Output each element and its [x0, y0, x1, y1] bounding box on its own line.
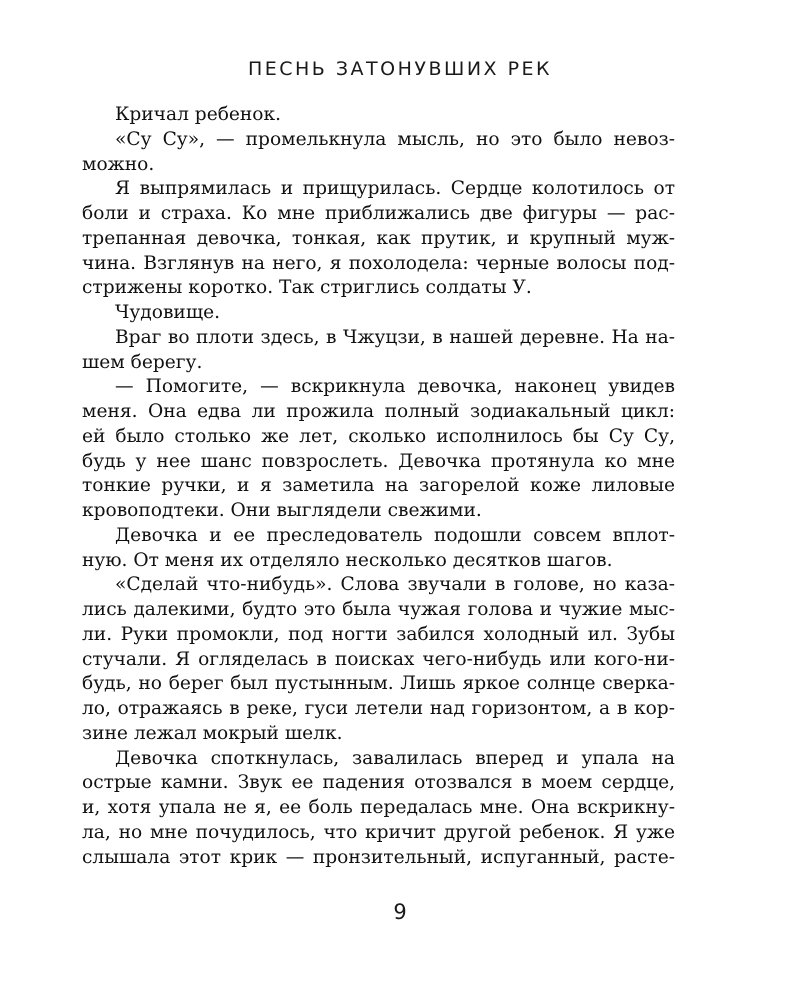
- page-number: 9: [393, 900, 407, 924]
- text-line: трепанная девочка, тонкая, как прутик, и крупный муж-: [82, 227, 675, 249]
- text-line: острые камни. Звук ее падения отозвался в моем сердце,: [82, 772, 675, 794]
- text-line: шем берегу.: [82, 351, 203, 373]
- text-line: тонкие ручки, и я заметила на загорелой коже лиловые: [82, 475, 675, 497]
- text-line: ную. От меня их отделяло несколько десятков шагов.: [82, 549, 613, 571]
- text-line: Я выпрямилась и прищурилась. Сердце колотилось от: [115, 178, 675, 200]
- text-line: будь у нее шанс повзрослеть. Девочка протянула ко мне: [82, 450, 675, 472]
- text-line: ла, но мне почудилось, что кричит другой ребенок. Я уже: [82, 821, 675, 843]
- text-line: кровоподтеки. Они выглядели свежими.: [82, 500, 482, 521]
- text-line: лись далекими, будто это была чужая голова и чужие мыс-: [82, 599, 675, 620]
- text-line: — Помогите, — вскрикнула девочка, наконец увидев: [115, 376, 675, 398]
- text-line: боли и страха. Ко мне приближались две фигуры — рас-: [82, 203, 675, 224]
- text-line: зине лежал мокрый шелк.: [82, 722, 343, 744]
- text-line: Враг во плоти здесь, в Чжуцзи, в нашей деревне. На на-: [115, 326, 675, 348]
- text-line: ли. Руки промокли, под ногти забился холодный ил. Зубы: [82, 623, 675, 645]
- text-line: меня. Она едва ли прожила полный зодиакальный цикл:: [82, 401, 675, 422]
- text-line: «Су Су», — промелькнула мысль, но это было невоз-: [115, 128, 675, 150]
- text-line: чина. Взглянув на него, я похолодела: черные волосы под-: [82, 252, 675, 274]
- body-text: [82, 103, 675, 870]
- text-line: «Сделай что-нибудь». Слова звучали в голове, но каза-: [115, 574, 675, 596]
- text-line: Девочка споткнулась, завалилась вперед и упала на: [115, 747, 675, 769]
- text-line: Кричал ребенок.: [115, 104, 282, 125]
- text-line: и, хотя упала не я, ее боль передалась мне. Она вскрикну-: [82, 797, 675, 818]
- text-line: стучали. Я огляделась в поисках чего-нибудь или кого-ни-: [82, 648, 675, 670]
- text-line: Чудовище.: [115, 302, 221, 323]
- text-line: будь, но берег был пустынным. Лишь яркое солнце сверка-: [82, 673, 675, 695]
- text-line: слышала этот крик — пронзительный, испуганный, расте-: [82, 846, 675, 868]
- running-head: ПЕСНЬ ЗАТОНУВШИХ РЕК: [247, 58, 553, 80]
- text-line: ей было столько же лет, сколько исполнилось бы Су Су,: [82, 425, 675, 447]
- text-line: можно.: [82, 153, 155, 175]
- text-line: стрижены коротко. Так стриглись солдаты У.: [82, 277, 532, 299]
- text-line: ло, отражаясь в реке, гуси летели над горизонтом, а в кор-: [82, 698, 675, 719]
- text-line: Девочка и ее преследователь подошли совсем вплот-: [115, 524, 675, 546]
